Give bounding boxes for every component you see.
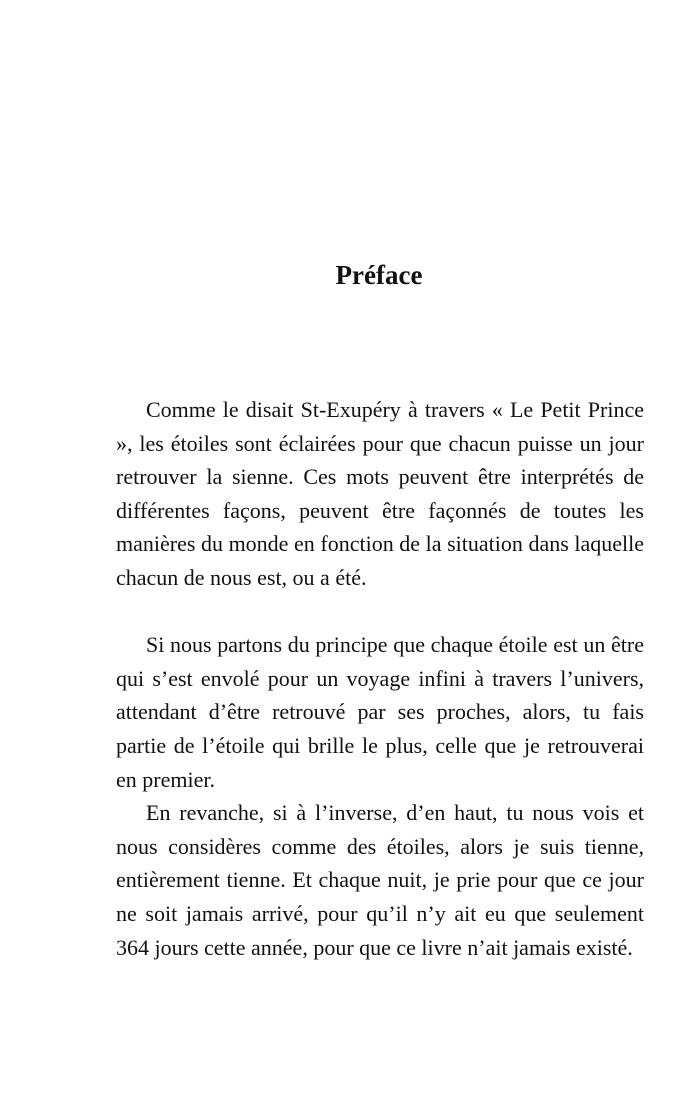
paragraph-1: Comme le disait St-Exupéry à travers « Le Petit Prince », les étoiles sont éclairées pour que chacun puisse un jour retrouver la sienne. Ces mots peuvent être interprétés de différentes façons, peuvent être façonnés de toutes les manières du monde en fonction de la situation dans laquelle chacun de nous est, ou a été. — [116, 397, 644, 590]
paragraph-3: En revanche, si à l’inverse, d’en haut, tu nous vois et nous considères comme des étoiles, alors je suis tienne, entièrement tienne. Et chaque nuit, je prie pour que ce jour ne soit jamais arrivé, pour qu’il n’y ait eu que seulement 364 jours cette année, pour que ce livre n’ait jamais existé. — [116, 800, 644, 960]
paragraph-2: Si nous partons du principe que chaque étoile est un être qui s’est envolé pour un voyage infini à travers l’univers, attendant d’être retrouvé par ses proches, alors, tu fais partie de l’étoile qui brille le plus, celle que je retrouverai en premier. — [116, 632, 644, 792]
page-title: Préface — [335, 260, 423, 290]
preface-body — [116, 393, 644, 964]
